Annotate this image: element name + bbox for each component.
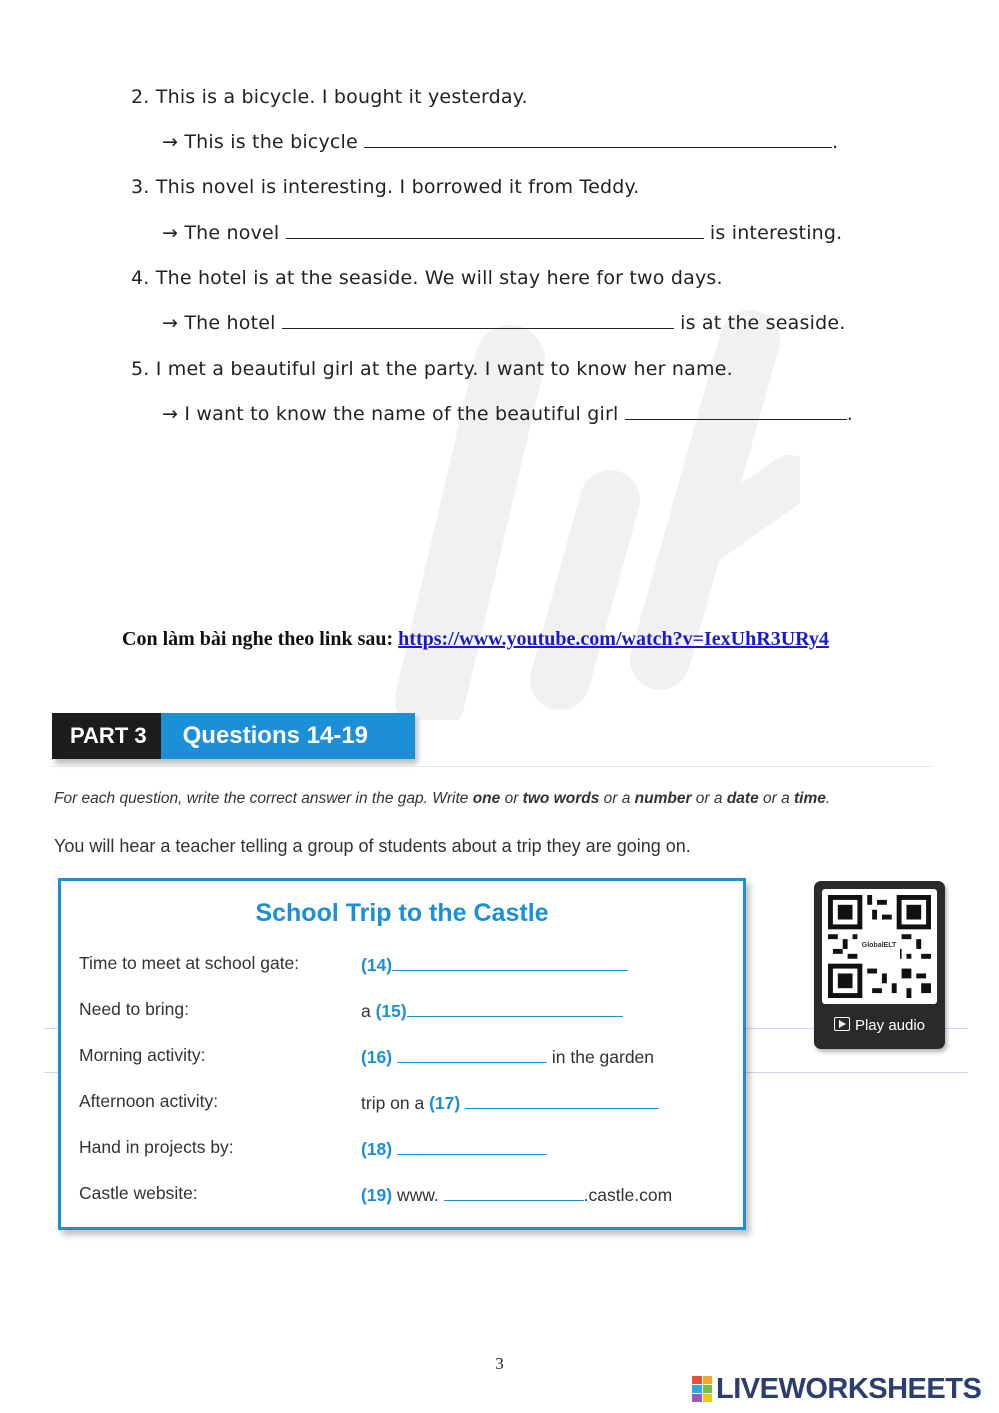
exercise-answer-4	[162, 312, 845, 334]
page-number: 3	[495, 1354, 504, 1373]
answer-input-16[interactable]	[397, 1045, 547, 1063]
question-number: (16)	[361, 1047, 393, 1067]
audio-qr-card[interactable]	[814, 881, 945, 1049]
answer-input-18[interactable]	[397, 1137, 547, 1155]
answer-lead: → This is the bicycle	[162, 131, 365, 153]
answer-tail: is at the seaside.	[673, 312, 846, 334]
liveworksheets-logo	[692, 1372, 981, 1406]
listening-instruction	[122, 628, 829, 651]
row-mid: www.	[392, 1185, 444, 1205]
form-row-14	[79, 953, 719, 981]
row-label: Afternoon activity:	[79, 1091, 219, 1111]
answer-lead: → The hotel	[162, 312, 282, 334]
exercise-prompt-2: 2. This is a bicycle. I bought it yesterday.	[131, 86, 528, 108]
play-icon	[834, 1017, 850, 1031]
answer-lead: → I want to know the name of the beautiful girl	[162, 403, 625, 425]
form-row-19	[79, 1183, 719, 1211]
divider	[52, 766, 932, 767]
exercise-prompt-5: 5. I met a beautiful girl at the party. I want to know her name.	[131, 358, 733, 380]
listening-lead: Con làm bài nghe theo link sau:	[122, 628, 399, 650]
question-number: (18)	[361, 1139, 393, 1159]
form-row-18	[79, 1137, 719, 1165]
row-label: Time to meet at school gate:	[79, 953, 300, 973]
questions-range: Questions 14-19	[161, 713, 415, 759]
liveworksheets-wordmark: LIVEWORKSHEETS	[716, 1372, 982, 1405]
task-intro: You will hear a teacher telling a group of students about a trip they are going on.	[54, 836, 691, 856]
row-answer	[361, 1091, 659, 1114]
answer-tail: .	[846, 403, 853, 425]
answer-input-14[interactable]	[392, 953, 628, 971]
row-prefix: trip on a	[361, 1093, 430, 1113]
instr-bold: number	[634, 790, 692, 807]
instr-text: or a	[691, 790, 727, 807]
answer-tail: .	[832, 131, 839, 153]
answer-blank-4[interactable]	[282, 312, 674, 329]
task-instructions	[54, 790, 830, 808]
question-number: (15)	[375, 1001, 407, 1021]
instr-text: .	[825, 790, 831, 807]
instr-text: or	[500, 790, 523, 807]
row-label: Need to bring:	[79, 999, 189, 1019]
play-audio-label: Play audio	[854, 1017, 926, 1034]
exercise-answer-2	[162, 131, 838, 153]
liveworksheets-icon	[692, 1376, 712, 1402]
exercise-prompt-4: 4. The hotel is at the seaside. We will stay here for two days.	[131, 267, 723, 289]
part-label: PART 3	[52, 713, 161, 759]
instr-bold: time	[794, 790, 826, 807]
row-label: Morning activity:	[79, 1045, 206, 1065]
answer-lead: → The novel	[162, 222, 286, 244]
qr-brand-label: GlobalELT	[858, 933, 900, 961]
question-number: (17)	[429, 1093, 461, 1113]
instr-bold: date	[726, 790, 759, 807]
instr-text: or a	[758, 790, 795, 807]
instr-text: For each question, write the correct answer in the gap. Write	[54, 790, 473, 807]
row-answer	[361, 953, 628, 976]
instr-text: or a	[599, 790, 635, 807]
play-audio-button[interactable]	[814, 1017, 945, 1034]
row-suffix: in the garden	[547, 1047, 655, 1067]
answer-input-17[interactable]	[465, 1091, 659, 1109]
notes-form	[58, 878, 746, 1230]
question-number: (14)	[361, 955, 393, 975]
answer-blank-2[interactable]	[364, 131, 832, 148]
row-answer	[361, 1137, 547, 1160]
exercise-prompt-3: 3. This novel is interesting. I borrowed it from Teddy.	[131, 176, 640, 198]
answer-tail: is interesting.	[703, 222, 843, 244]
form-row-15	[79, 999, 719, 1027]
row-answer	[361, 999, 623, 1022]
row-suffix: .castle.com	[583, 1185, 673, 1205]
instr-bold: two words	[522, 790, 600, 807]
row-prefix: a	[361, 1001, 376, 1021]
form-row-17	[79, 1091, 719, 1119]
part-header	[52, 713, 415, 759]
exercise-answer-3	[162, 222, 842, 244]
exercise-answer-5	[162, 403, 853, 425]
answer-input-19[interactable]	[444, 1183, 584, 1201]
answer-blank-5[interactable]	[625, 403, 847, 420]
question-number: (19)	[361, 1185, 393, 1205]
row-label: Hand in projects by:	[79, 1137, 234, 1157]
answer-input-15[interactable]	[407, 999, 623, 1017]
row-answer	[361, 1045, 654, 1068]
row-label: Castle website:	[79, 1183, 198, 1203]
row-answer	[361, 1183, 672, 1206]
youtube-link[interactable]: https://www.youtube.com/watch?v=IexUhR3URy4	[398, 628, 829, 650]
form-row-16	[79, 1045, 719, 1073]
form-title: School Trip to the Castle	[255, 899, 549, 927]
qr-code	[822, 889, 937, 1004]
instr-bold: one	[472, 790, 501, 807]
answer-blank-3[interactable]	[286, 222, 704, 239]
